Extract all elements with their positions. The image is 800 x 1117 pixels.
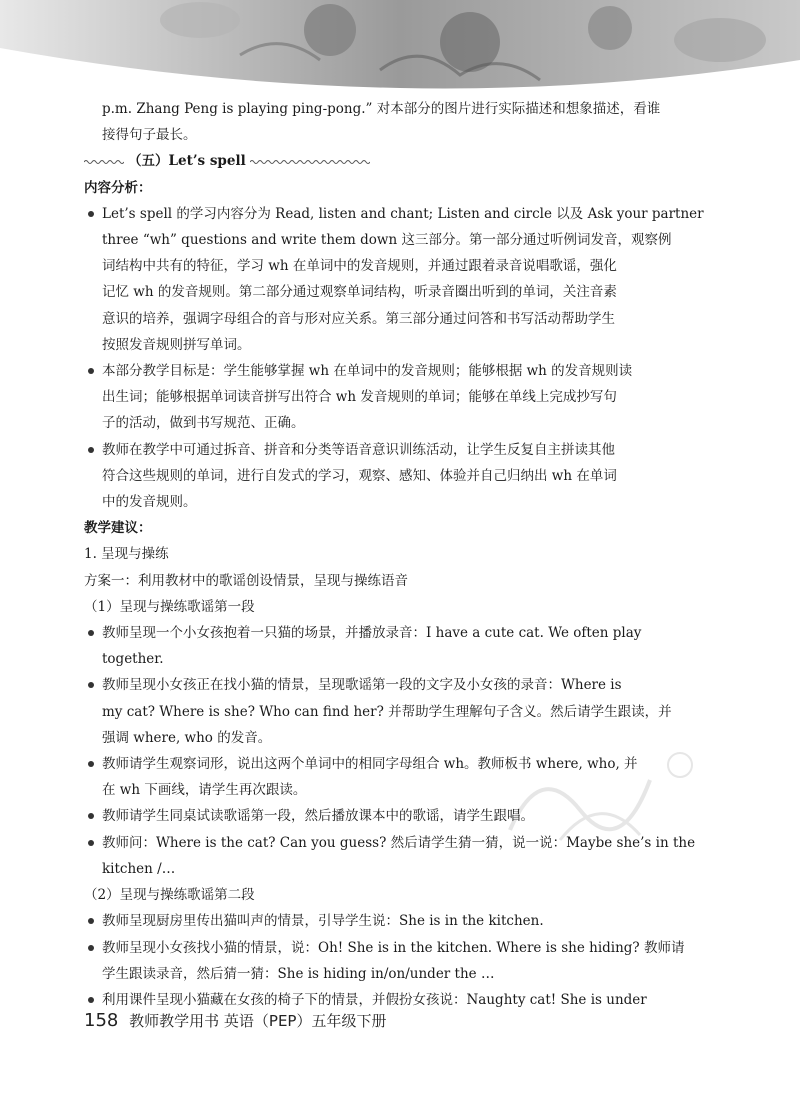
text-line: 按照发音规则拼写单词。: [102, 336, 251, 353]
text-line: three “wh” questions and write them down 这三部分。第一部分通过听例词发音，观察例: [102, 232, 672, 249]
wave-decoration-icon: [250, 159, 370, 165]
text-line: kitchen /…: [102, 860, 176, 877]
text-line: 出生词；能够根据单词读音拼写出符合 wh 发音规则的单词；能够在单线上完成抄写句: [102, 389, 617, 406]
analysis-bullet: [84, 201, 704, 358]
analysis-bullet: [84, 437, 696, 516]
text-line: 教师请学生同桌试读歌谣第一段，然后播放课本中的歌谣，请学生跟唱。: [102, 808, 534, 825]
text-line: 利用课件呈现小猫藏在女孩的椅子下的情景，并假扮女孩说：Naughty cat! She is under: [102, 991, 647, 1008]
text-line: 强调 where, who 的发音。: [102, 729, 272, 746]
suggestions-heading: 教学建议：: [84, 520, 152, 537]
text-line: 教师问：Where is the cat? Can you guess? 然后请学生猜一猜，说一说：Maybe she’s in the: [102, 834, 696, 851]
part1-bullet: [84, 672, 696, 751]
text-line: Let’s spell 的学习内容分为 Read, listen and chant; Listen and circle 以及 Ask your partner: [102, 205, 704, 222]
page-content: [84, 96, 704, 1013]
text-line: 符合这些规则的单词，进行自发式的学习，观察、感知、体验并自己归纳出 wh 在单词: [102, 467, 617, 484]
intro-line: 接得句子最长。: [102, 127, 197, 144]
text-line: 教师在教学中可通过拆音、拼音和分类等语音意识训练活动，让学生反复自主拼读其他: [102, 441, 615, 458]
text-line: 教师呈现一个小女孩抱着一只猫的场景，并播放录音：I have a cute cat. We often play: [102, 625, 642, 642]
text-line: 学生跟读录音，然后猜一猜：She is hiding in/on/under the …: [102, 965, 495, 982]
text-line: 词结构中共有的特征，学习 wh 在单词中的发音规则，并通过跟着录音说唱歌谣，强化: [102, 258, 617, 275]
text-line: 子的活动，做到书写规范、正确。: [102, 415, 305, 432]
page-number: 158: [84, 1010, 119, 1031]
section-title-text: （五）Let’s spell: [128, 153, 246, 170]
text-line: 意识的培养，强调字母组合的音与形对应关系。第三部分通过问答和书写活动帮助学生: [102, 310, 615, 327]
part1-bullet: [84, 830, 696, 882]
text-line: 教师呈现小女孩正在找小猫的情景，呈现歌谣第一段的文字及小女孩的录音：Where is: [102, 677, 622, 694]
wave-decoration-icon: [84, 159, 124, 165]
footer-text: 教师教学用书 英语（PEP）五年级下册: [129, 1012, 387, 1030]
part2-bullet: [84, 908, 696, 934]
analysis-heading: 内容分析：: [84, 179, 152, 196]
part1-bullet: [84, 620, 696, 672]
intro-line: p.m. Zhang Peng is playing ping-pong.” 对本部分的图片进行实际描述和想象描述，看谁: [102, 101, 661, 117]
part-title: （1）呈现与操练歌谣第一段: [84, 598, 255, 615]
step-title: 1. 呈现与操练: [84, 546, 169, 563]
text-line: my cat? Where is she? Who can find her? 并帮助学生理解句子含义。然后请学生跟读，并: [102, 703, 672, 720]
text-line: together.: [102, 651, 164, 668]
part2-bullet: [84, 935, 696, 987]
part-title: （2）呈现与操练歌谣第二段: [84, 887, 255, 904]
text-line: 中的发音规则。: [102, 494, 197, 511]
section-title: [84, 148, 696, 174]
text-line: 教师请学生观察词形，说出这两个单词中的相同字母组合 wh。教师板书 where, who, 并: [102, 756, 638, 773]
analysis-bullet: [84, 358, 696, 437]
text-line: 教师呈现小女孩找小猫的情景，说：Oh! She is in the kitchen. Where is she hiding? 教师请: [102, 939, 685, 956]
part1-bullet: [84, 803, 696, 829]
plan-title: 方案一：利用教材中的歌谣创设情景，呈现与操练语音: [84, 572, 408, 589]
text-line: 在 wh 下画线，请学生再次跟读。: [102, 782, 307, 799]
part1-bullet: [84, 751, 696, 803]
page-footer: [84, 1010, 386, 1031]
text-line: 本部分教学目标是：学生能够掌握 wh 在单词中的发音规则；能够根据 wh 的发音规则读: [102, 363, 633, 380]
text-line: 记忆 wh 的发音规则。第二部分通过观察单词结构，听录音圈出听到的单词，关注音素: [102, 284, 617, 301]
decorative-banner: [0, 0, 800, 92]
text-line: 教师呈现厨房里传出猫叫声的情景，引导学生说：She is in the kitchen.: [102, 913, 544, 930]
